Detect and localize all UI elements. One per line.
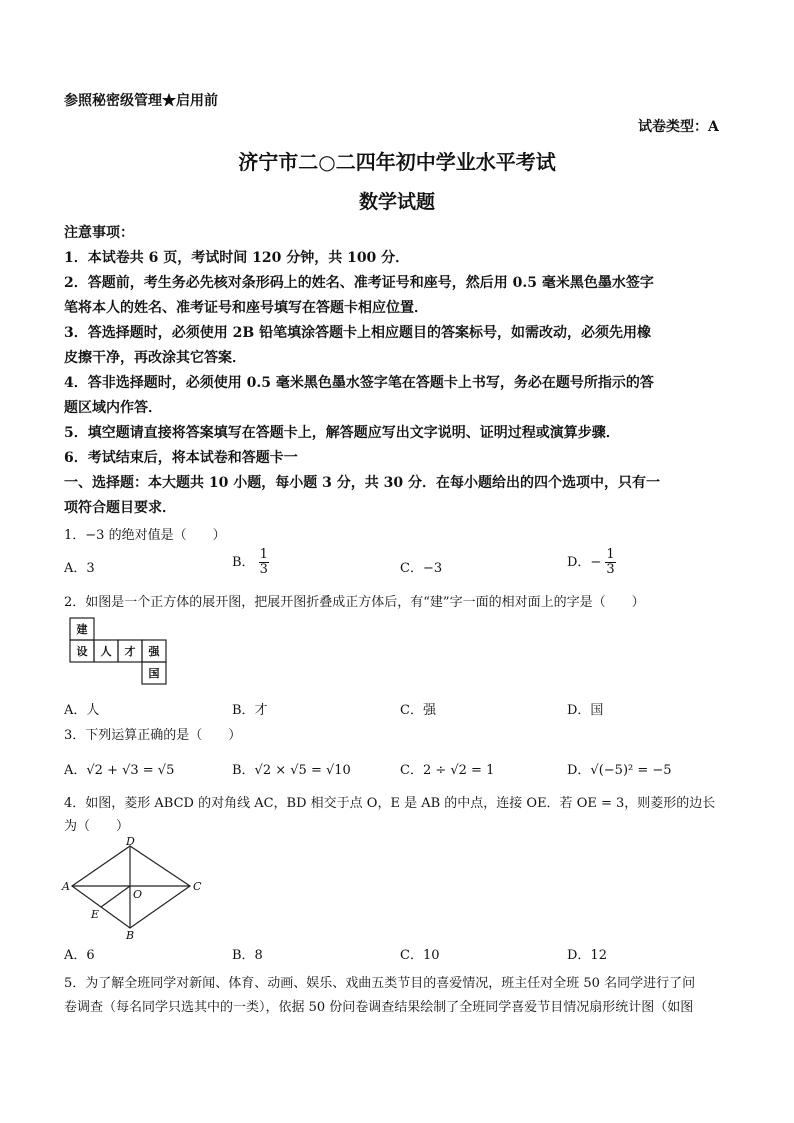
exam-title: 济宁市二○二四年初中学业水平考试 (238, 150, 556, 174)
notes-line: 2．答题前，考生务必先核对条形码上的姓名、准考证号和座号，然后用 0.5 毫米黑色墨水签字 (64, 275, 654, 291)
q1-option-b-fraction (259, 548, 269, 577)
rhombus-abcd (72, 846, 190, 928)
q1-stem: 1．−3 的绝对值是（ ） (64, 528, 226, 543)
fraction-numerator: 1 (259, 547, 268, 562)
section-heading: 一、选择题：本大题共 10 小题，每小题 3 分，共 30 分．在每小题给出的四个选项中，只有一 (64, 475, 660, 491)
section-heading-cont: 项符合题目要求． (64, 500, 176, 516)
notes-line: 笔将本人的姓名、准考证号和座号填写在答题卡相应位置． (64, 300, 428, 316)
q1-option-d-label: D．− (567, 555, 602, 570)
point-label-c: C (193, 880, 202, 893)
point-label-o: O (133, 888, 143, 901)
net-cell-label: 国 (148, 667, 160, 680)
notes-line: 1．本试卷共 6 页，考试时间 120 分钟，共 100 分． (64, 250, 410, 266)
q1-option-d-fraction (605, 548, 615, 577)
q1-option-c: C．−3 (400, 561, 443, 576)
point-label-a: A (62, 880, 70, 893)
notes-line: 题区域内作答． (64, 400, 162, 416)
q4-option-a: A．6 (64, 948, 95, 963)
q2-option-a: A．人 (64, 703, 100, 718)
fraction-numerator: 1 (606, 547, 615, 562)
q4-option-d: D．12 (567, 948, 607, 963)
notes-line: 3．答选择题时，必须使用 2B 铅笔填涂答题卡上相应题目的答案标号，如需改动，必须先用橡 (64, 325, 652, 341)
q2-stem: 2．如图是一个正方体的展开图，把展开图折叠成正方体后，有“建”字一面的相对面上的字是（ ） (64, 595, 645, 610)
paper-type-label: 试卷类型：A (638, 119, 719, 135)
q1-option-d (567, 548, 616, 577)
notes-line: 6．考试结束后，将本试卷和答题卡一 (64, 450, 298, 466)
q2-option-c: C．强 (400, 703, 436, 718)
q1-option-a: A．3 (64, 561, 95, 576)
notes-line: 皮擦干净，再改涂其它答案． (64, 350, 246, 366)
fraction-denominator: 3 (259, 562, 268, 577)
net-cell-label: 强 (148, 645, 160, 658)
q1-option-b (232, 548, 269, 577)
q4-stem-cont: 为（ ） (64, 819, 130, 834)
q2-option-b: B．才 (232, 703, 268, 718)
q3-option-d: D．√(−5)² = −5 (567, 763, 672, 778)
exam-subtitle: 数学试题 (358, 191, 435, 213)
point-label-e: E (91, 908, 100, 921)
q4-stem: 4．如图，菱形 ABCD 的对角线 AC，BD 相交于点 O，E 是 AB 的中点，连接 OE．若 OE = 3，则菱形的边长 (64, 796, 716, 811)
notes-heading: 注意事项： (64, 225, 134, 241)
rhombus-figure (60, 836, 205, 940)
segment-oe (101, 886, 130, 907)
q3-option-b: B．√2 × √5 = √10 (232, 763, 351, 778)
q1-option-b-label: B． (232, 555, 255, 570)
q5-stem: 5．为了解全班同学对新闻、体育、动画、娱乐、戏曲五类节目的喜爱情况，班主任对全班 50 名同学进行了问 (64, 976, 696, 991)
q3-stem: 3．下列运算正确的是（ ） (64, 728, 242, 743)
secrecy-label: 参照秘密级管理★启用前 (64, 93, 218, 109)
q2-option-d: D．国 (567, 703, 604, 718)
point-label-d: D (126, 836, 135, 848)
notes-line: 4．答非选择题时，必须使用 0.5 毫米黑色墨水签字笔在答题卡上书写，务必在题号所指示的答 (64, 375, 654, 391)
q5-stem-cont: 卷调查（每名同学只选其中的一类），依据 50 份问卷调查结果绘制了全班同学喜爱节目情况扇形统计图（如图 (64, 1000, 694, 1015)
q4-option-b: B．8 (232, 948, 263, 963)
cube-net-figure (62, 612, 174, 692)
net-cell-label: 才 (124, 645, 136, 658)
net-cell-label: 设 (76, 645, 88, 658)
net-cell-label: 建 (76, 623, 88, 636)
fraction-denominator: 3 (606, 562, 615, 577)
q3-option-a: A．√2 + √3 = √5 (64, 763, 175, 778)
net-cell-label: 人 (100, 645, 112, 658)
q4-option-c: C．10 (400, 948, 440, 963)
notes-line: 5．填空题请直接将答案填写在答题卡上，解答题应写出文字说明、证明过程或演算步骤． (64, 425, 620, 441)
point-label-b: B (126, 929, 135, 940)
q3-option-c: C．2 ÷ √2 = 1 (400, 763, 495, 778)
